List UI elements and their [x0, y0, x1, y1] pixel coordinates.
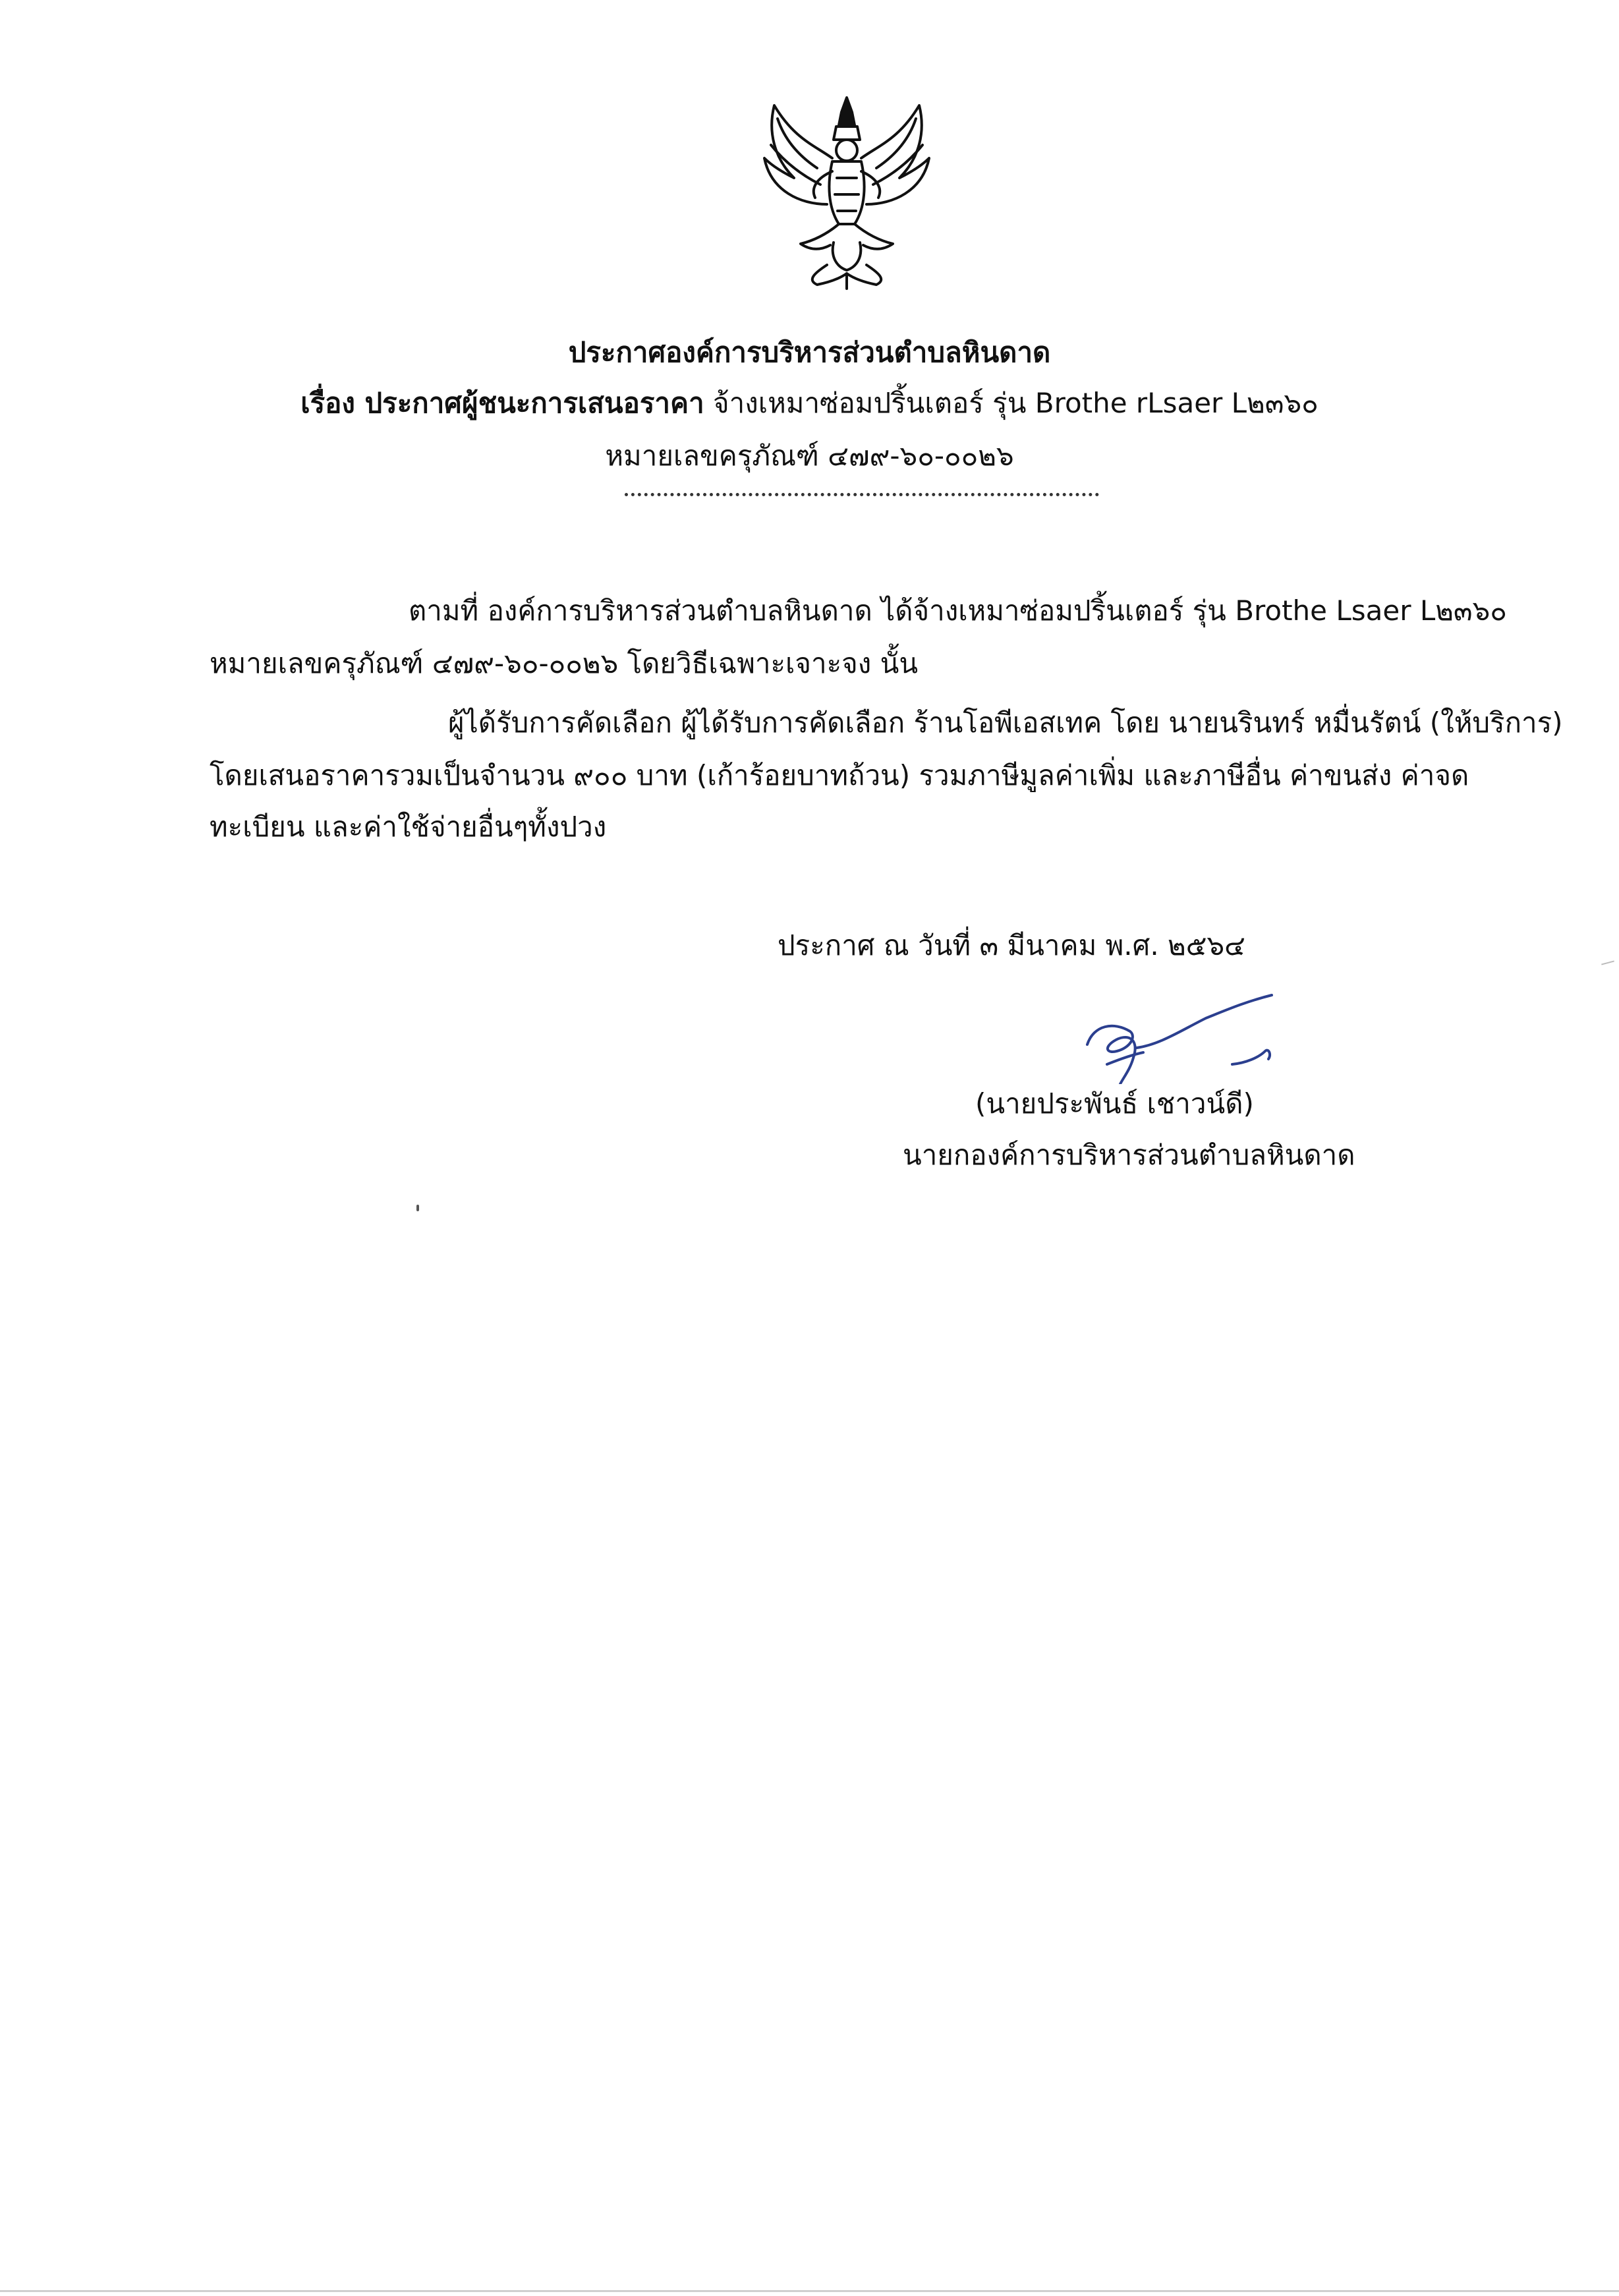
signer-name: (นายประพันธ์ เชาวน์ดี) — [975, 1087, 1254, 1120]
scan-bottom-edge — [0, 2290, 1619, 2292]
garuda-emblem-icon — [754, 92, 939, 290]
paragraph-1-line-2: หมายเลขครุภัณฑ์ ๔๗๙-๖๐-๐๐๒๖ โดยวิธีเฉพาะเจาะจง นั้น — [210, 647, 919, 679]
handwritten-signature-icon — [1067, 985, 1311, 1084]
announcement-subject — [0, 384, 1619, 423]
announcement-title: ประกาศองค์การบริหารส่วนตำบลหินดาด — [568, 336, 1051, 368]
subject-text: จ้างเหมาซ่อมปริ้นเตอร์ รุ่น Brothe rLsaer L๒๓๖๐ — [704, 387, 1319, 419]
asset-number: หมายเลขครุภัณฑ์ ๔๗๙-๖๐-๐๐๒๖ — [605, 440, 1014, 472]
announcement-date: ประกาศ ณ วันที่ ๓ มีนาคม พ.ศ. ๒๕๖๔ — [778, 929, 1245, 961]
dotted-separator — [625, 493, 1099, 496]
paragraph-2-line-1: ผู้ได้รับการคัดเลือก ผู้ได้รับการคัดเลือก ร้านโอพีเอสเทค โดย นายนรินทร์ หมื่นรัตน์ (ให้บริการ) — [448, 706, 1563, 739]
paragraph-2-line-2: โดยเสนอราคารวมเป็นจำนวน ๙๐๐ บาท (เก้าร้อยบาทถ้วน) รวมภาษีมูลค่าเพิ่ม และภาษีอื่น ค่าขนส่ง ค่าจด — [210, 759, 1469, 791]
signer-position: นายกองค์การบริหารส่วนตำบลหินดาด — [903, 1139, 1355, 1171]
paragraph-1-line-1: ตามที่ องค์การบริหารส่วนตำบลหินดาด ได้จ้างเหมาซ่อมปริ้นเตอร์ รุ่น Brothe Lsaer L๒๓๖๐ — [409, 594, 1507, 627]
scan-speck — [416, 1205, 419, 1211]
subject-label: เรื่อง ประกาศผู้ชนะการเสนอราคา — [300, 387, 704, 419]
paragraph-2-line-3: ทะเบียน และค่าใช้จ่ายอื่นๆทั้งปวง — [210, 811, 607, 843]
scan-mark — [1601, 960, 1614, 965]
